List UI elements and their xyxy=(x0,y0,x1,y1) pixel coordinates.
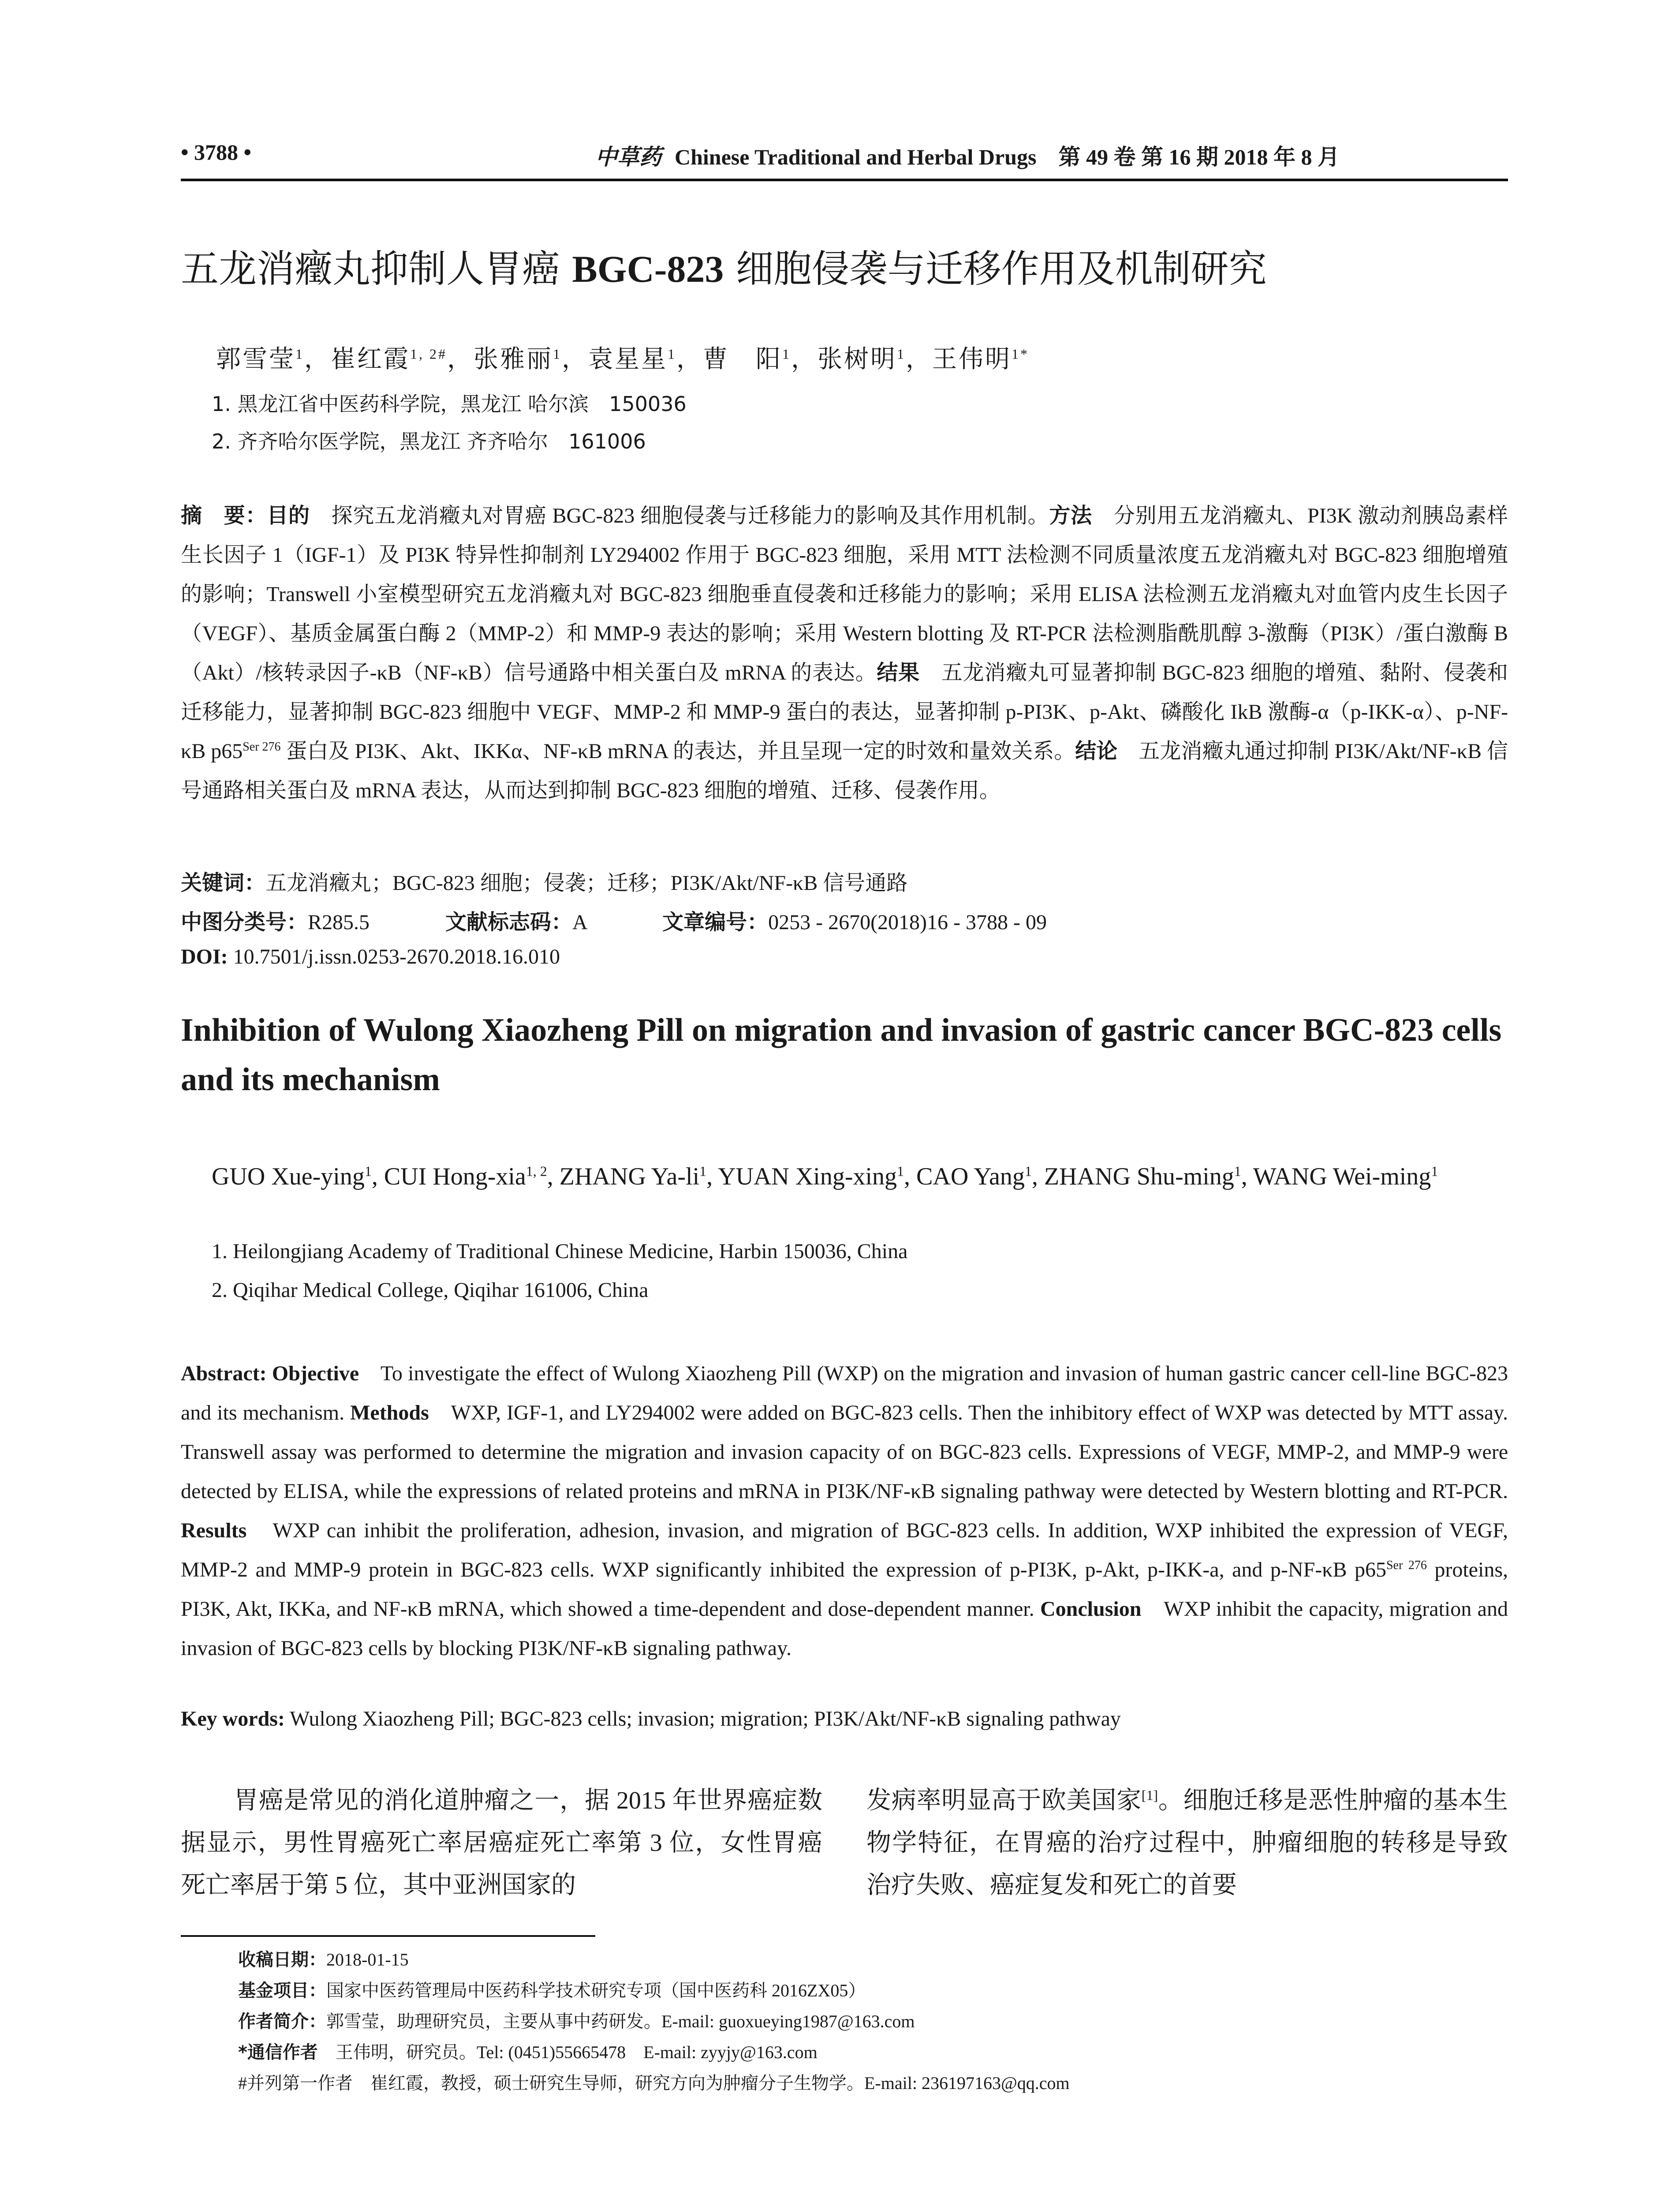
results-text-cont: proteins, PI3K, Akt, IKKa, and NF-κB mRNA, which showed a time-dependent and dose-dependent manner. xyxy=(181,1558,1508,1621)
author: 郭雪莹$^1$， xyxy=(216,346,331,373)
results-text: WXP can inhibit the proliferation, adhesion, invasion, and migration of BGC-823 cells. In addition, WXP inhibited the expression of VEGF, MMP-2 and MMP-9 protein in BGC-823 cells. WXP significantly inhibited the expression of p-PI3K, p-Akt, p-IKK-a, and p-NF-κB p65 xyxy=(181,1519,1508,1581)
footnote-author-bio: 作者简介：郭雪莹，助理研究员，主要从事中药研发。E-mail: guoxueying1987@163.com xyxy=(238,2011,915,2032)
keywords-value: 五龙消癥丸；BGC-823 细胞；侵袭；迁移；PI3K/Akt/NF-κB 信号通路 xyxy=(265,871,908,895)
footnote-divider xyxy=(181,1935,595,1937)
doi-line xyxy=(181,945,560,969)
article-number-value: 0253 - 2670(2018)16 - 3788 - 09 xyxy=(768,911,1047,934)
title-english: Inhibition of Wulong Xiaozheng Pill on migration and invasion of gastric cancer BGC-823 cells and its mechanism xyxy=(181,1012,1502,1098)
affiliation-chinese-1: 1. 黑龙江省中医药科学院，黑龙江 哈尔滨 150036 xyxy=(212,392,687,416)
methods-text: 分别用五龙消癥丸、PI3K 激动剂胰岛素样生长因子 1（IGF-1）及 PI3K 特异性抑制剂 LY294002 作用于 BGC-823 细胞，采用 MTT 法检测不同质量浓度五龙消癥丸对 BGC-823 细胞增殖的影响；Transwell 小室模型研究五龙消癥丸对 BGC-823 细胞垂直侵袭和迁移能力的影响；采用 ELISA 法检测五龙消癥丸对血管内皮生长因子（VEGF）、基质金属蛋白酶 2（MMP-2）和 MMP-9 表达的影响；采用 Western blotting 及 RT-PCR 法检测脂酰肌醇 3-激酶（PI3K）/蛋白激酶 B（Akt）/核转录因子-κB（NF-κB）信号通路中相关蛋白及 mRNA 的表达。 xyxy=(181,504,1508,684)
keywords-chinese xyxy=(181,866,907,896)
author: ZHANG $Ya-li^1$, xyxy=(559,1162,718,1190)
affiliation-english-2: 2. Qiqihar Medical College, Qiqihar 161006, China xyxy=(212,1278,649,1302)
keywords-english xyxy=(181,1707,1121,1731)
page-number: • 3788 • xyxy=(181,140,252,164)
author: YUAN Xing-xing$^1$, xyxy=(718,1162,917,1190)
abstract-label: 摘 要： xyxy=(181,503,267,528)
author: WANG Wei-ming$^1$ xyxy=(1253,1162,1438,1190)
title-chinese-part: 五龙消癥丸抑制人胃癌 xyxy=(181,247,572,291)
body-column-right xyxy=(866,1779,1508,1906)
author: ZHANG Shu-ming$^1$, xyxy=(1044,1162,1253,1190)
citation-ref[interactable]: [1] xyxy=(1141,1787,1158,1803)
conclusion-text: 五龙消癥丸通过抑制 PI3K/Akt/NF-κB 信号通路相关蛋白及 mRNA 表达，从而达到抑制 BGC-823 细胞的增殖、迁移、侵袭作用。 xyxy=(181,740,1508,802)
author: 袁星星$^1$， xyxy=(588,346,703,373)
authors-chinese xyxy=(216,340,1029,375)
doi-value: 10.7501/j.issn.0253-2670.2018.16.010 xyxy=(228,945,560,968)
journal-citation: Chinese Traditional and Herbal Drugs 第 49 卷 第 16 期 2018 年 8 月 xyxy=(675,145,1340,169)
article-number-label: 文章编号： xyxy=(662,910,769,934)
results-label: Results xyxy=(181,1519,247,1542)
results-text: 五龙消癥丸可显著抑制 BGC-823 细胞的增殖、黏附、侵袭和迁移能力，显著抑制 BGC-823 细胞中 VEGF、MMP-2 和 MMP-9 蛋白的表达，显著抑制 p-PI3K、p-Akt、磷酸化 IkB 激酶-α（p-IKK-α）、p-NF-κB p65 xyxy=(181,661,1508,763)
authors-english xyxy=(212,1151,1508,1196)
title-chinese xyxy=(181,238,1267,293)
footnote-co-first-author: #并列第一作者 崔红霞，教授，硕士研究生导师，研究方向为肿瘤分子生物学。E-mail: 236197163@qq.com xyxy=(238,2073,1070,2093)
affiliation-english-1: 1. Heilongjiang Academy of Traditional Chinese Medicine, Harbin 150036, China xyxy=(212,1240,908,1263)
abstract-english xyxy=(181,1354,1508,1668)
author: CAO Yang$^1$, xyxy=(916,1162,1044,1190)
author: 张树明$^1$， xyxy=(818,346,932,373)
author: 王伟明$^{1*}$ xyxy=(932,346,1029,373)
body-text: 发病率明显高于欧美国家 xyxy=(866,1787,1142,1814)
methods-label: Methods xyxy=(350,1401,429,1424)
title-chinese-cellline: BGC-823 xyxy=(572,248,724,290)
conclusion-text: WXP inhibit the capacity, migration and invasion of BGC-823 cells by blocking PI3K/NF-κB signaling pathway. xyxy=(181,1597,1508,1660)
doc-code-label: 文献标志码： xyxy=(445,910,573,934)
results-text-cont: 蛋白及 PI3K、Akt、IKKα、NF-κB mRNA 的表达，并且呈现一定的时效和量效关系。 xyxy=(280,740,1075,763)
author: 崔红霞$^{1, 2\#}$， xyxy=(331,346,474,373)
clc-value: R285.5 xyxy=(308,911,370,934)
doc-code-value: A xyxy=(572,911,587,934)
author: 曹 阳$^1$， xyxy=(703,346,818,373)
keywords-value: Wulong Xiaozheng Pill; BGC-823 cells; invasion; migration; PI3K/Akt/NF-κB signaling pathway xyxy=(284,1707,1121,1730)
author: GUO Xue-ying$^1$, xyxy=(212,1162,384,1190)
affiliation-chinese-2: 2. 齐齐哈尔医学院，黑龙江 齐齐哈尔 161006 xyxy=(212,430,646,453)
journal-info xyxy=(595,139,1340,171)
methods-label: 方法 xyxy=(1049,503,1092,528)
keywords-label: Key words: xyxy=(181,1707,285,1730)
conclusion-label: Conclusion xyxy=(1040,1597,1142,1621)
objective-label: 目的 xyxy=(267,503,310,528)
body-text: 。细胞迁移是恶性肿瘤的基本生物学特征，在胃癌的治疗过程中，肿瘤细胞的转移是导致治疗失败、癌症复发和死亡的首要 xyxy=(866,1787,1508,1899)
classification-line xyxy=(181,905,1047,935)
results-label: 结果 xyxy=(877,660,920,685)
footnote-received: 收稿日期：2018-01-15 xyxy=(238,1950,409,1970)
conclusion-label: 结论 xyxy=(1075,739,1118,763)
objective-text: To investigate the effect of Wulong Xiaozheng Pill (WXP) on the migration and invasion of human gastric cancer cell-line BGC-823 and its mechanism. xyxy=(181,1362,1508,1424)
body-column-left: 胃癌是常见的消化道肿瘤之一，据 2015 年世界癌症数据显示，男性胃癌死亡率居癌症死亡率第 3 位，女性胃癌死亡率居于第 5 位，其中亚洲国家的 xyxy=(181,1787,822,1899)
results-superscript: Ser 276 xyxy=(1386,1558,1427,1572)
author: 张雅丽$^1$， xyxy=(474,346,588,373)
author: CUI Hong-xia$^{1, 2}$, xyxy=(384,1162,560,1190)
methods-text: WXP, IGF-1, and LY294002 were added on BGC-823 cells. Then the inhibitory effect of WXP was detected by MTT assay. Transwell assay was performed to determine the migration and invasion capacity of on BGC-823 cells. Expressions of VEGF, MMP-2, and MMP-9 were detected by ELISA, while the expressions of related proteins and mRNA in PI3K/NF-κB signaling pathway were detected by Western blotting and RT-PCR. xyxy=(181,1401,1508,1503)
running-header xyxy=(181,137,1508,181)
keywords-label: 关键词： xyxy=(181,871,266,895)
abstract-chinese xyxy=(181,496,1508,810)
doi-label: DOI: xyxy=(181,945,228,968)
journal-logo: 中草药 xyxy=(595,144,661,170)
footnote-corresponding: *通信作者 王伟明，研究员。Tel: (0451)55665478 E-mail: zyyjy@163.com xyxy=(238,2042,818,2063)
results-superscript: Ser 276 xyxy=(243,740,281,754)
abstract-objective-label: Abstract: Objective xyxy=(181,1362,359,1385)
footnote-funding: 基金项目：国家中医药管理局中医药科学技术研究专项（国中医药科 2016ZX05） xyxy=(238,1981,866,2001)
clc-label: 中图分类号： xyxy=(181,910,308,934)
objective-text: 探究五龙消癥丸对胃癌 BGC-823 细胞侵袭与迁移能力的影响及其作用机制。 xyxy=(310,504,1049,527)
title-chinese-part: 细胞侵袭与迁移作用及机制研究 xyxy=(724,247,1267,291)
